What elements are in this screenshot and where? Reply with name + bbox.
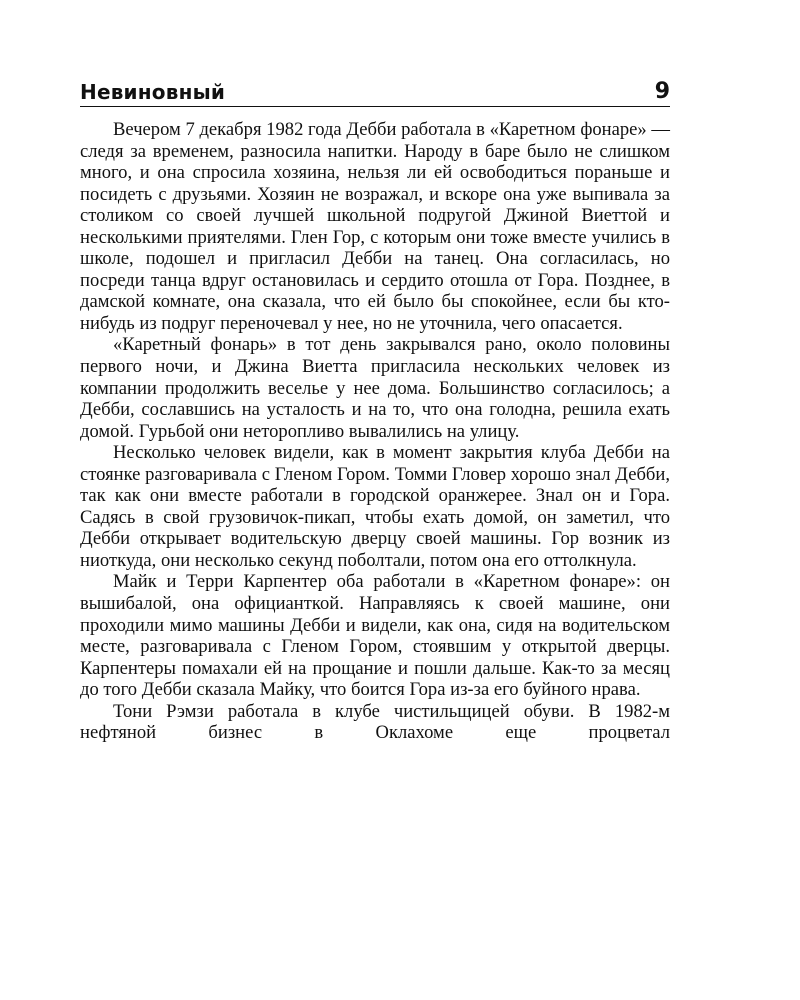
body-text (80, 119, 670, 744)
book-page (80, 76, 670, 744)
book-title: Невиновный (80, 80, 226, 104)
running-header (80, 76, 670, 107)
paragraph-2: «Каретный фонарь» в тот день закрывался рано, около половины первого ночи, и Джина Виетта пригласила нескольких человек из компании продолжить веселье у нее дома. Большинство согласилось; а Дебби, сославшись на усталость и на то, что она голодна, решила ехать домой. Гурьбой они неторопливо вывалились на улицу. (80, 334, 670, 442)
page-number: 9 (654, 79, 670, 104)
paragraph-4: Майк и Терри Карпентер оба работали в «Каретном фонаре»: он вышибалой, она официанткой. Направляясь к своей машине, они проходили мимо машины Дебби и видели, как она, сидя на водительском месте, разговаривала с Гленом Гором, стоявшим у открытой дверцы. Карпентеры помахали ей на прощание и пошли дальше. Как-то за месяц до того Дебби сказала Майку, что боится Гора из-за его буйного нрава. (80, 571, 670, 701)
paragraph-3: Несколько человек видели, как в момент закрытия клуба Дебби на стоянке разговаривала с Гленом Гором. Томми Гловер хорошо знал Дебби, так как они вместе работали в городской оранжерее. Знал он и Гора. Садясь в свой грузовичок-пикап, чтобы ехать домой, он заметил, что Дебби открывает водительскую дверцу своей машины. Гор возник из ниоткуда, они несколько секунд поболтали, потом она его оттолкнула. (80, 442, 670, 571)
paragraph-1: Вечером 7 декабря 1982 года Дебби работала в «Каретном фонаре» — следя за временем, разносила напитки. Народу в баре было не слишком много, и она спросила хозяина, нельзя ли ей освободиться пораньше и посидеть с друзьями. Хозяин не возражал, и вскоре она уже выпивала за столиком со своей лучшей школьной подругой Джиной Виеттой и несколькими приятелями. Глен Гор, с которым они тоже вместе учились в школе, подошел и пригласил Дебби на танец. Она согласилась, но посреди танца вдруг остановилась и сердито отошла от Гора. Позднее, в дамской комнате, она сказала, что ей было бы спокойнее, если бы кто-нибудь из подруг переночевал у нее, но не уточнила, чего опасается. (80, 119, 670, 334)
paragraph-5: Тони Рэмзи работала в клубе чистильщицей обуви. В 1982-м нефтяной бизнес в Оклахоме еще процветал (80, 700, 670, 744)
